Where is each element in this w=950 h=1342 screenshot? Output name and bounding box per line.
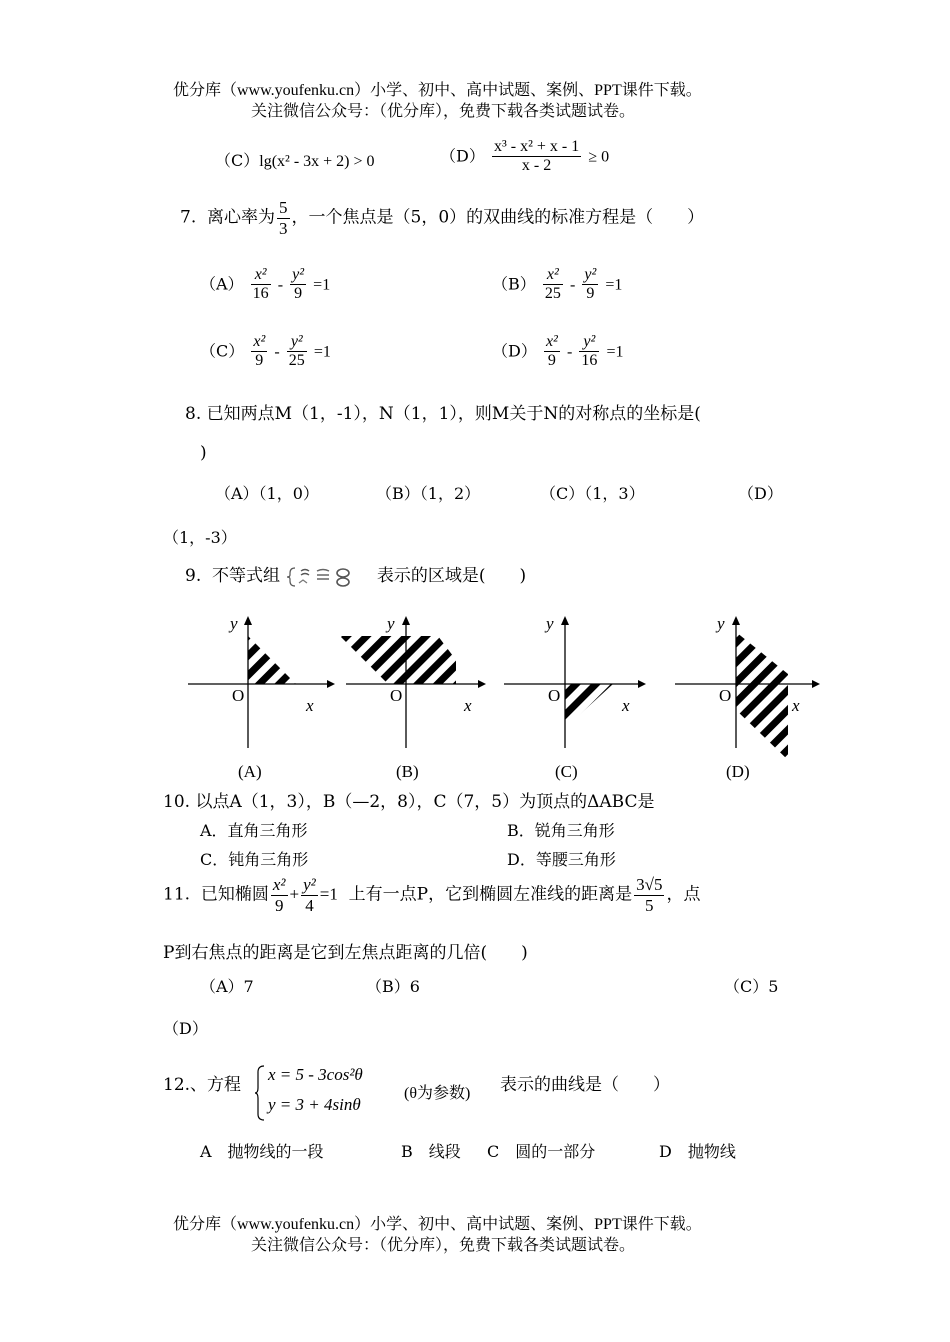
q12-parameter-note: (θ为参数): [404, 1085, 471, 1102]
graph-c-label: (C): [555, 762, 578, 781]
q8-option-d-value: （1，-3）: [163, 528, 237, 547]
graph-a-label: (A): [238, 762, 262, 781]
q11-option-a: （A）7: [200, 977, 254, 996]
q12-option-b: B 线段: [401, 1142, 461, 1161]
q8-option-d: （D）: [738, 484, 783, 503]
q11-option-d: （D）: [163, 1019, 208, 1038]
q7-option-c: （C） $\frac{\text{x²}}{9}$ - $\frac{\text{y²}}{25}$ =1: [200, 333, 331, 370]
graph-a-y-label: y: [230, 614, 238, 633]
q10-stem: 10. 以点A（1，3），B（—2，8），C（7，5）为顶点的ΔABC是: [163, 792, 655, 812]
q11-stem: 11. 已知椭圆 $\frac{\text{x²}}{9}$ + $\frac{\text{y²}}{4}$ =1 上有一点P，它到椭圆左准线的距离是 $\frac{3√5}{5}$ ，点: [163, 875, 701, 915]
graph-b: [340, 614, 486, 781]
q6-d-fraction: $\frac{\text{x³ - x² + x - 1}}{x - 2}$: [493, 138, 580, 175]
q10-option-a: A．直角三角形: [200, 821, 308, 840]
q7-stem: 7. 离心率为 $\frac{5}{3}$ ，一个焦点是（5，0）的双曲线的标准方程是（ ）: [180, 198, 705, 238]
footer-line-2: 关注微信公众号：（优分库），免费下载各类试题试卷。: [251, 1237, 636, 1254]
q8-option-a: （A）（1，0）: [215, 484, 319, 503]
q9-inequality-system-image: [285, 565, 371, 589]
graph-c-region: [565, 684, 613, 728]
q10-option-b: B．锐角三角形: [507, 821, 615, 840]
q8-stem-close: ): [200, 443, 207, 463]
q10-option-d: D．等腰三角形: [507, 850, 616, 869]
q6-option-d: （D） $\frac{\text{x³ - x² + x - 1}}{x - 2}$ ≥ 0: [440, 138, 610, 175]
graph-a-region: [248, 636, 296, 684]
q7-eccentricity: $\frac{5}{3}$: [279, 198, 288, 238]
graph-a-x-label: x: [306, 696, 314, 715]
graph-c-x-label: x: [622, 696, 630, 715]
graph-d-origin: O: [719, 686, 732, 705]
q9-region-graphs: [180, 600, 830, 790]
graph-d-region: [736, 632, 788, 760]
q12-option-d: D 抛物线: [659, 1142, 736, 1161]
graph-c-origin: O: [548, 686, 561, 705]
graph-a-origin: O: [232, 686, 245, 705]
graph-c: [504, 614, 646, 781]
graph-d: [675, 614, 820, 781]
graph-b-x-label: x: [464, 696, 472, 715]
graph-d-label: (D): [726, 762, 750, 781]
q10-option-c: C．钝角三角形: [200, 850, 309, 869]
footer-line-1: 优分库（www.youfenku.cn）小学、初中、高中试题、案例、PPT课件下载。: [173, 1216, 702, 1233]
q11-option-c: （C）5: [724, 977, 779, 996]
q6-option-c: （C）lg(x² - 3x + 2) > 0: [215, 151, 375, 170]
q7-option-d: （D） $\frac{\text{x²}}{9}$ - $\frac{\text{y²}}{16}$ =1: [492, 333, 624, 370]
q7-option-a: （A） $\frac{\text{x²}}{16}$ - $\frac{\text{y²}}{9}$ =1: [200, 266, 331, 303]
q12-option-a: A 抛物线的一段: [200, 1142, 324, 1161]
graph-b-origin: O: [390, 686, 403, 705]
header-line-1: 优分库（www.youfenku.cn）小学、初中、高中试题、案例、PPT课件下载。: [173, 82, 702, 99]
graph-b-y-label: y: [387, 614, 395, 633]
graph-d-y-label: y: [717, 614, 725, 633]
q12-stem-label: 12.、方程: [163, 1075, 242, 1095]
q12-equation-x: x = 5 - 3cos²θ: [268, 1065, 363, 1084]
q12-stem-tail: 表示的曲线是（ ）: [500, 1075, 670, 1095]
graph-d-x-label: x: [792, 696, 800, 715]
graph-c-y-label: y: [546, 614, 554, 633]
q12-option-c: C 圆的一部分: [487, 1142, 596, 1161]
q12-equation-y: y = 3 + 4sinθ: [268, 1095, 361, 1114]
q8-option-c: （C）（1，3）: [540, 484, 645, 503]
q8-option-b: （B）（1，2）: [376, 484, 481, 503]
q11-stem-line2: P到右焦点的距离是它到左焦点距离的几倍( ): [163, 943, 528, 963]
q12-brace: [254, 1064, 266, 1127]
graph-b-region: [340, 636, 456, 684]
header-line-2: 关注微信公众号：（优分库），免费下载各类试题试卷。: [251, 103, 636, 120]
q8-stem: 8. 已知两点M（1，-1），N（1，1），则M关于N的对称点的坐标是(: [185, 404, 701, 424]
q11-option-b: （B）6: [366, 977, 420, 996]
q7-option-b: （B） $\frac{\text{x²}}{25}$ - $\frac{\text{y²}}{9}$ =1: [492, 266, 623, 303]
graph-a: [188, 614, 335, 781]
graph-b-label: (B): [396, 762, 419, 781]
q9-stem: 9. 不等式组 表示的区域是( ): [185, 561, 526, 589]
